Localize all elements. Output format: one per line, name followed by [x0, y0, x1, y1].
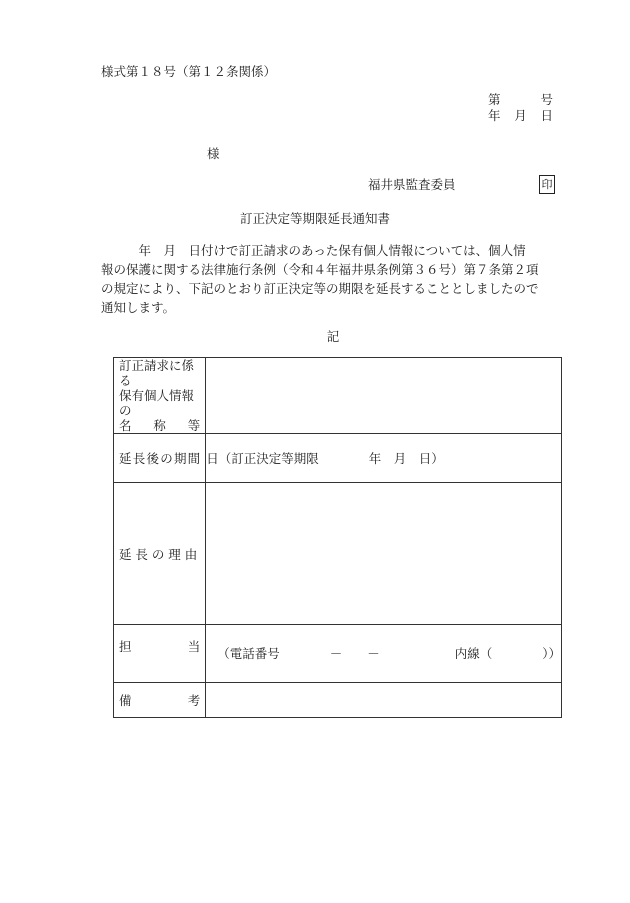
label-line: 保有個人情報の [119, 388, 195, 418]
doc-number-prefix: 第 [488, 92, 501, 107]
form-number: 様式第１８号（第１２条関係） [101, 64, 277, 79]
extended-period-text: 日（訂正決定等期限 年 月 日） [206, 451, 444, 466]
table-row [114, 483, 562, 625]
document-title: 訂正決定等期限延長通知書 [239, 211, 390, 226]
label-line [119, 418, 200, 433]
body-line: 報の保護に関する法律施行条例（令和４年福井県条例第３６号）第７条第２項 [101, 262, 539, 277]
label-char: 後 [146, 451, 159, 466]
addressee: 様 [207, 146, 220, 161]
label-char: 考 [187, 693, 201, 708]
remarks-label [114, 683, 206, 718]
contact-value [206, 625, 562, 683]
table-row [114, 683, 562, 718]
body-line: の規定により、下記のとおり訂正決定等の期限を延長することとしましたので [101, 281, 539, 296]
table-row [114, 358, 562, 434]
body-text [101, 241, 561, 317]
label-char: 長 [135, 546, 148, 562]
seal-stamp: 印 [539, 175, 555, 194]
document-date [488, 108, 553, 124]
label-char: 当 [187, 639, 201, 654]
label-line: 訂正請求に係る [119, 358, 195, 388]
document-number [488, 92, 553, 108]
doc-date-year: 年 [488, 108, 501, 123]
label-char: 名 [119, 418, 132, 433]
doc-date-day: 日 [540, 108, 553, 123]
contact-phone-text: （電話番号 － － 内線（ ）） [217, 646, 561, 661]
label-char: 由 [184, 546, 198, 562]
extension-reason-label [114, 483, 206, 625]
label-char: 間 [187, 451, 201, 466]
info-name-value [206, 358, 562, 434]
doc-number-suffix: 号 [540, 92, 553, 107]
label-char: 延 [119, 451, 132, 466]
label-char: の [160, 451, 173, 466]
label-char: 称 [153, 418, 166, 433]
extended-period-value [206, 434, 562, 483]
table-row [114, 434, 562, 483]
sender: 福井県監査委員 [368, 177, 456, 192]
detail-table [113, 357, 562, 718]
label-char: 理 [168, 546, 181, 562]
contact-label [114, 625, 206, 683]
ki-heading: 記 [326, 329, 340, 344]
document-number-block [488, 92, 553, 124]
label-char: 長 [132, 451, 146, 466]
label-char: 担 [119, 639, 132, 654]
body-line: 通知します。 [101, 300, 176, 315]
label-char: 等 [187, 418, 201, 433]
body-line: 年 月 日付けで訂正請求のあった保有個人情報については、個人情 [101, 243, 526, 258]
label-char: 延 [119, 546, 132, 562]
info-name-label [114, 358, 206, 434]
extension-reason-value [206, 483, 562, 625]
label-char: の [151, 546, 165, 562]
label-char: 備 [119, 693, 132, 708]
table-row [114, 625, 562, 683]
doc-date-month: 月 [514, 108, 527, 123]
remarks-value [206, 683, 562, 718]
label-char: 期 [173, 451, 187, 466]
extended-period-label [114, 434, 206, 483]
